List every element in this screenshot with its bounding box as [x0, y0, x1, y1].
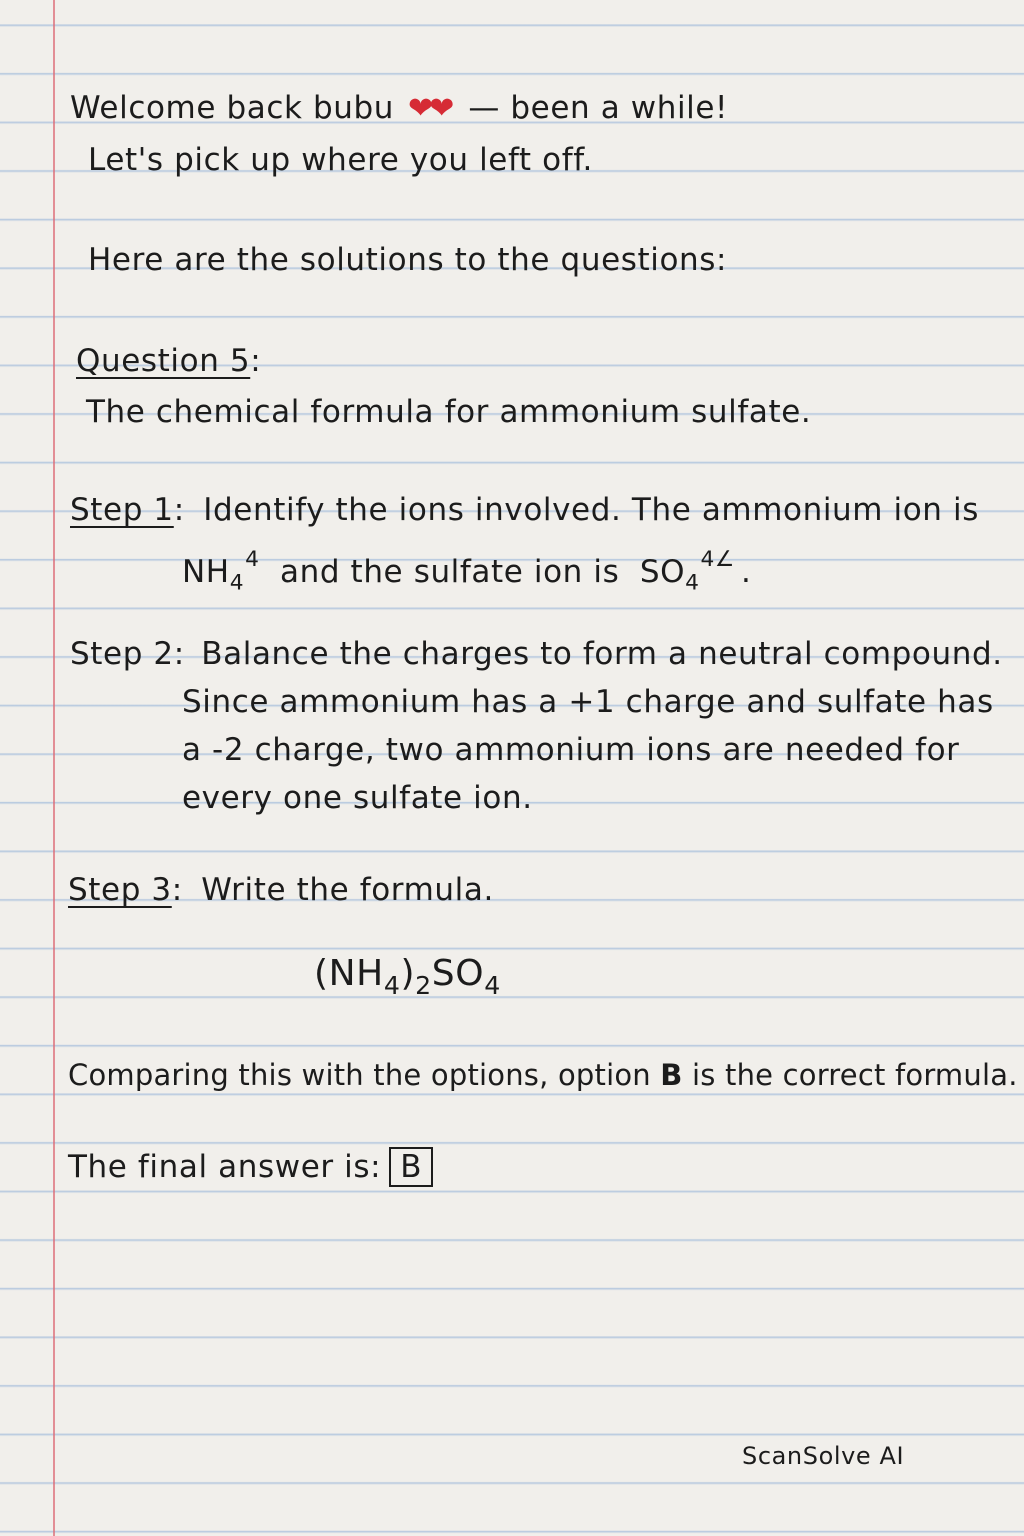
step1-colon: : — [173, 492, 185, 528]
greeting-line-2: Let's pick up where you left off. — [88, 142, 593, 178]
step1-text: Identify the ions involved. The ammonium ion is — [203, 492, 979, 528]
step2-line-2: Since ammonium has a +1 charge and sulfate has — [182, 684, 994, 720]
formula-sub-3: 4 — [484, 970, 501, 1000]
intro-text: Here are the solutions to the questions: — [88, 242, 728, 278]
so-subscript: 4 — [685, 570, 700, 596]
step2-colon: : — [173, 636, 185, 672]
comparison-option: B — [660, 1058, 683, 1092]
step1-mid-text: and the sulfate ion is — [279, 554, 620, 591]
comparison-text-start: Comparing this with the options, option — [68, 1058, 651, 1092]
final-answer-box: B — [389, 1147, 433, 1187]
question-heading-label: Question 5 — [76, 343, 251, 379]
step3-line — [68, 870, 494, 910]
greeting-text: Welcome back bubu — [70, 90, 395, 126]
question-heading — [76, 341, 261, 381]
sulfate-formula — [639, 547, 735, 596]
step1-line-1 — [70, 490, 979, 530]
ammonium-formula — [182, 547, 260, 596]
step3-colon: : — [171, 872, 183, 908]
heart-icon: ❤ — [429, 91, 451, 126]
step2-line-1 — [70, 634, 1003, 674]
step2-label: Step 2 — [70, 636, 174, 672]
so-superscript: 4∠ — [700, 547, 735, 572]
step2-text-1: Balance the charges to form a neutral compound. — [201, 636, 1003, 672]
step2-line-4: every one sulfate ion. — [182, 780, 533, 816]
comparison-text-end: is the correct formula. — [692, 1058, 1018, 1092]
greeting-line-1 — [70, 88, 728, 129]
formula-sub-2: 2 — [415, 970, 432, 1000]
nh-superscript: 4 — [245, 547, 260, 572]
question-text: The chemical formula for ammonium sulfate. — [86, 394, 812, 430]
hearts — [408, 89, 450, 129]
signature: ScanSolve AI — [742, 1442, 905, 1470]
step1-period: . — [740, 554, 752, 591]
nh-text: NH — [182, 554, 230, 591]
margin-line — [53, 0, 55, 1536]
formula-sub-1: 4 — [383, 970, 401, 1000]
greeting-text-end: — been a while! — [468, 90, 729, 126]
formula-close: ) — [400, 953, 416, 994]
heart-icon: ❤ — [408, 91, 430, 126]
step2-line-3: a -2 charge, two ammonium ions are needed for — [182, 732, 960, 768]
question-heading-colon: : — [250, 343, 262, 379]
step3-label: Step 3 — [68, 872, 172, 908]
final-answer-line — [68, 1147, 433, 1187]
step1-line-2 — [182, 540, 751, 604]
final-formula — [314, 954, 501, 1006]
nh-subscript: 4 — [229, 570, 245, 596]
step1-label: Step 1 — [70, 492, 174, 528]
so-text: SO — [639, 554, 686, 591]
comparison-line — [68, 1055, 1018, 1095]
formula-so: SO — [431, 953, 485, 994]
final-answer-label: The final answer is: — [68, 1149, 382, 1185]
step3-text: Write the formula. — [201, 872, 494, 908]
formula-open: (NH — [314, 953, 384, 994]
